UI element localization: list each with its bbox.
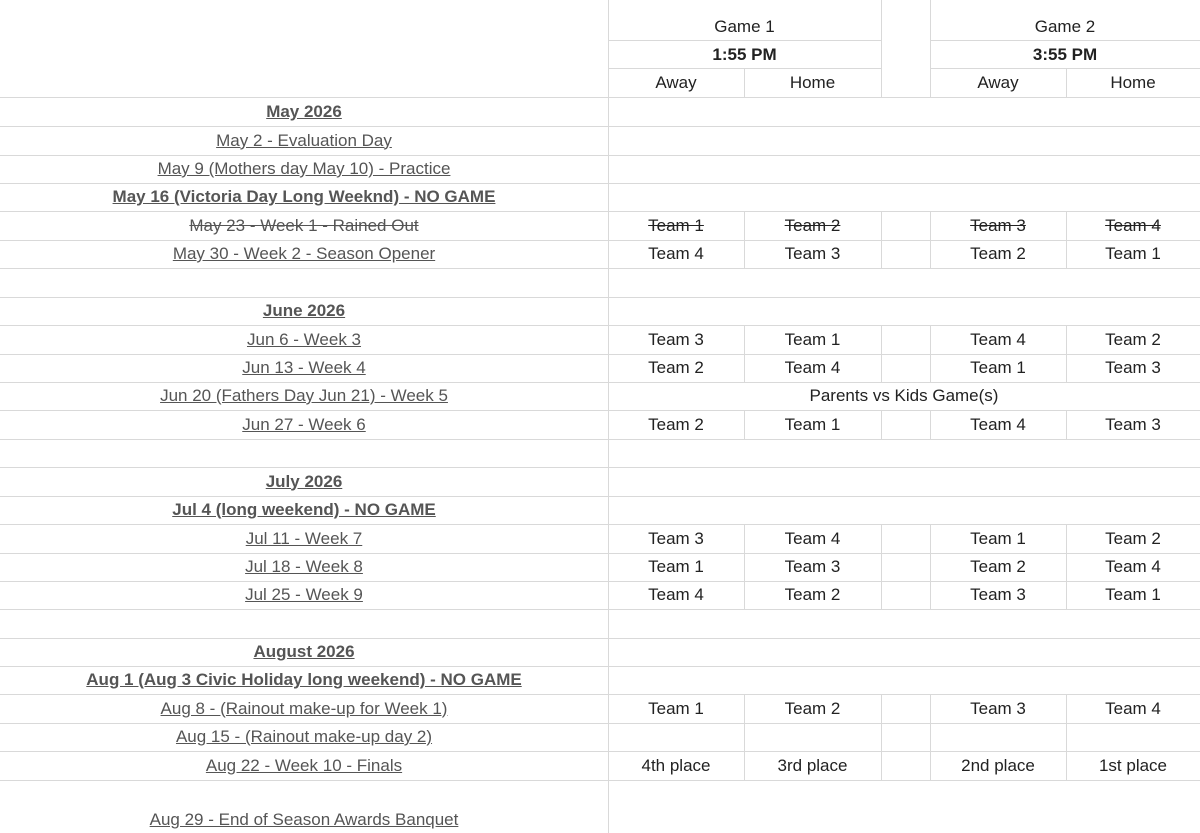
schedule-date-label[interactable]: Jul 11 - Week 7 (245, 528, 363, 548)
schedule-date-label[interactable]: Aug 15 - (Rainout make-up day 2) (175, 727, 433, 746)
schedule-row (0, 694, 1200, 723)
game1-home-header: Home (789, 73, 836, 92)
schedule-row (0, 98, 1200, 126)
game2-home-header: Home (1110, 73, 1156, 92)
team-cell-g1-away: Team 1 (648, 215, 704, 235)
schedule-date-label (0, 439, 608, 467)
schedule-date-label[interactable]: Jun 20 (Fathers Day Jun 21) - Week 5 (160, 386, 448, 405)
team-cell-g2-home: Team 1 (1105, 585, 1161, 604)
schedule-row (0, 609, 1200, 638)
team-cell-g2-home: Team 4 (1105, 557, 1161, 576)
team-cell-g1-away: Team 4 (648, 244, 704, 263)
game2-title: Game 2 (1034, 17, 1096, 36)
schedule-date-label[interactable]: Jun 27 - Week 6 (242, 414, 366, 434)
team-cell-g1-home: Team 2 (784, 215, 841, 235)
team-cell-g1-home: Team 1 (784, 414, 841, 434)
team-cell-g1-away: Team 2 (648, 414, 704, 434)
schedule-date-label[interactable]: May 9 (Mothers day May 10) - Practice (157, 159, 451, 178)
merged-event-cell: Parents vs Kids Game(s) (809, 386, 999, 405)
game1-away-header: Away (655, 73, 697, 92)
schedule-row (0, 211, 1200, 240)
schedule-row (0, 581, 1200, 609)
month-or-event-heading[interactable]: Jul 4 (long weekend) - NO GAME (172, 500, 436, 519)
month-or-event-heading[interactable]: May 16 (Victoria Day Long Weeknd) - NO GAME (112, 187, 496, 206)
month-or-event-heading[interactable]: May 2026 (266, 102, 342, 121)
team-cell-g1-home: Team 2 (784, 585, 841, 604)
team-cell-g2-away: Team 1 (970, 358, 1026, 377)
team-cell-g1-home: Team 1 (784, 329, 841, 349)
team-cell-g1-away: 4th place (641, 755, 711, 775)
grid-column-line (1066, 69, 1067, 97)
team-cell-g2-home: Team 4 (1105, 698, 1161, 718)
month-or-event-heading[interactable]: July 2026 (265, 471, 343, 491)
team-cell-g2-away: Team 4 (970, 329, 1026, 349)
team-cell-g2-home: Team 2 (1105, 528, 1161, 548)
schedule-row (0, 467, 1200, 496)
team-cell-g2-away: Team 4 (970, 414, 1026, 434)
month-or-event-heading[interactable]: August 2026 (253, 642, 355, 661)
schedule-row (0, 638, 1200, 666)
schedule-row (0, 553, 1200, 581)
team-cell-g1-home: Team 3 (784, 244, 841, 263)
schedule-row (0, 439, 1200, 467)
schedule-date-label[interactable]: Jun 6 - Week 3 (246, 329, 362, 349)
schedule-date-label (0, 609, 608, 638)
schedule-row (0, 183, 1200, 211)
game2-away-header: Away (977, 73, 1019, 92)
schedule-date-label[interactable]: Jun 13 - Week 4 (242, 358, 366, 377)
team-cell-g1-home: 3rd place (777, 755, 848, 775)
schedule-row (0, 382, 1200, 410)
team-cell-g2-away: Team 2 (970, 557, 1026, 576)
game1-time: 1:55 PM (712, 45, 777, 64)
team-cell-g1-home: Team 3 (784, 557, 841, 576)
schedule-row (0, 666, 1200, 694)
schedule-date-label[interactable]: Jul 25 - Week 9 (245, 585, 363, 604)
schedule-row (0, 780, 1200, 833)
schedule-date-label[interactable]: Aug 29 - End of Season Awards Banquet (149, 810, 459, 829)
schedule-row (0, 155, 1200, 183)
schedule-date-label[interactable]: May 2 - Evaluation Day (216, 130, 392, 150)
schedule-row (0, 751, 1200, 780)
team-cell-g2-home: Team 1 (1105, 244, 1161, 263)
team-cell-g1-away: Team 3 (648, 528, 704, 548)
schedule-date-label[interactable]: May 23 - Week 1 - Rained Out (189, 215, 419, 235)
team-cell-g1-away: Team 3 (648, 329, 704, 349)
game1-title: Game 1 (714, 17, 775, 36)
team-cell-g2-home: 1st place (1098, 755, 1168, 775)
team-cell-g1-home: Team 4 (784, 358, 841, 377)
team-cell-g2-home: Team 3 (1105, 358, 1161, 377)
grid-row-line (930, 40, 1200, 41)
schedule-row (0, 268, 1200, 297)
schedule-date-label[interactable]: May 30 - Week 2 - Season Opener (172, 244, 436, 263)
grid-column-line (881, 0, 882, 97)
team-cell-g2-home: Team 2 (1105, 329, 1161, 349)
grid-row-line (930, 68, 1200, 69)
schedule-row (0, 297, 1200, 325)
team-cell-g1-home: Team 4 (784, 528, 841, 548)
schedule-row (0, 496, 1200, 524)
month-or-event-heading[interactable]: Aug 1 (Aug 3 Civic Holiday long weekend) - NO GAME (86, 670, 522, 689)
game2-time: 3:55 PM (1032, 45, 1098, 64)
team-cell-g1-away: Team 1 (648, 557, 704, 576)
month-or-event-heading[interactable]: June 2026 (262, 301, 346, 320)
grid-column-line (744, 69, 745, 97)
team-cell-g1-away: Team 1 (648, 698, 704, 718)
schedule-row (0, 325, 1200, 354)
grid-row-line (608, 40, 881, 41)
team-cell-g2-away: Team 3 (970, 698, 1026, 718)
schedule-date-label[interactable]: Aug 22 - Week 10 - Finals (205, 755, 403, 775)
team-cell-g2-away: Team 1 (970, 528, 1026, 548)
team-cell-g1-away: Team 2 (648, 358, 704, 377)
schedule-row (0, 410, 1200, 439)
schedule-row (0, 126, 1200, 155)
team-cell-g2-home: Team 4 (1105, 215, 1161, 235)
schedule-date-label (0, 268, 608, 297)
team-cell-g2-away: 2nd place (961, 755, 1035, 775)
grid-column-line (930, 0, 931, 97)
team-cell-g1-away: Team 4 (648, 585, 704, 604)
schedule-row (0, 524, 1200, 553)
team-cell-g2-away: Team 3 (970, 585, 1026, 604)
schedule-date-label[interactable]: Jul 18 - Week 8 (245, 557, 363, 576)
schedule-row (0, 240, 1200, 268)
team-cell-g2-away: Team 2 (970, 244, 1026, 263)
schedule-date-label[interactable]: Aug 8 - (Rainout make-up for Week 1) (160, 698, 448, 718)
schedule-row (0, 723, 1200, 751)
team-cell-g2-away: Team 3 (970, 215, 1026, 235)
team-cell-g1-home: Team 2 (784, 698, 841, 718)
team-cell-g2-home: Team 3 (1105, 414, 1161, 434)
schedule-row (0, 354, 1200, 382)
